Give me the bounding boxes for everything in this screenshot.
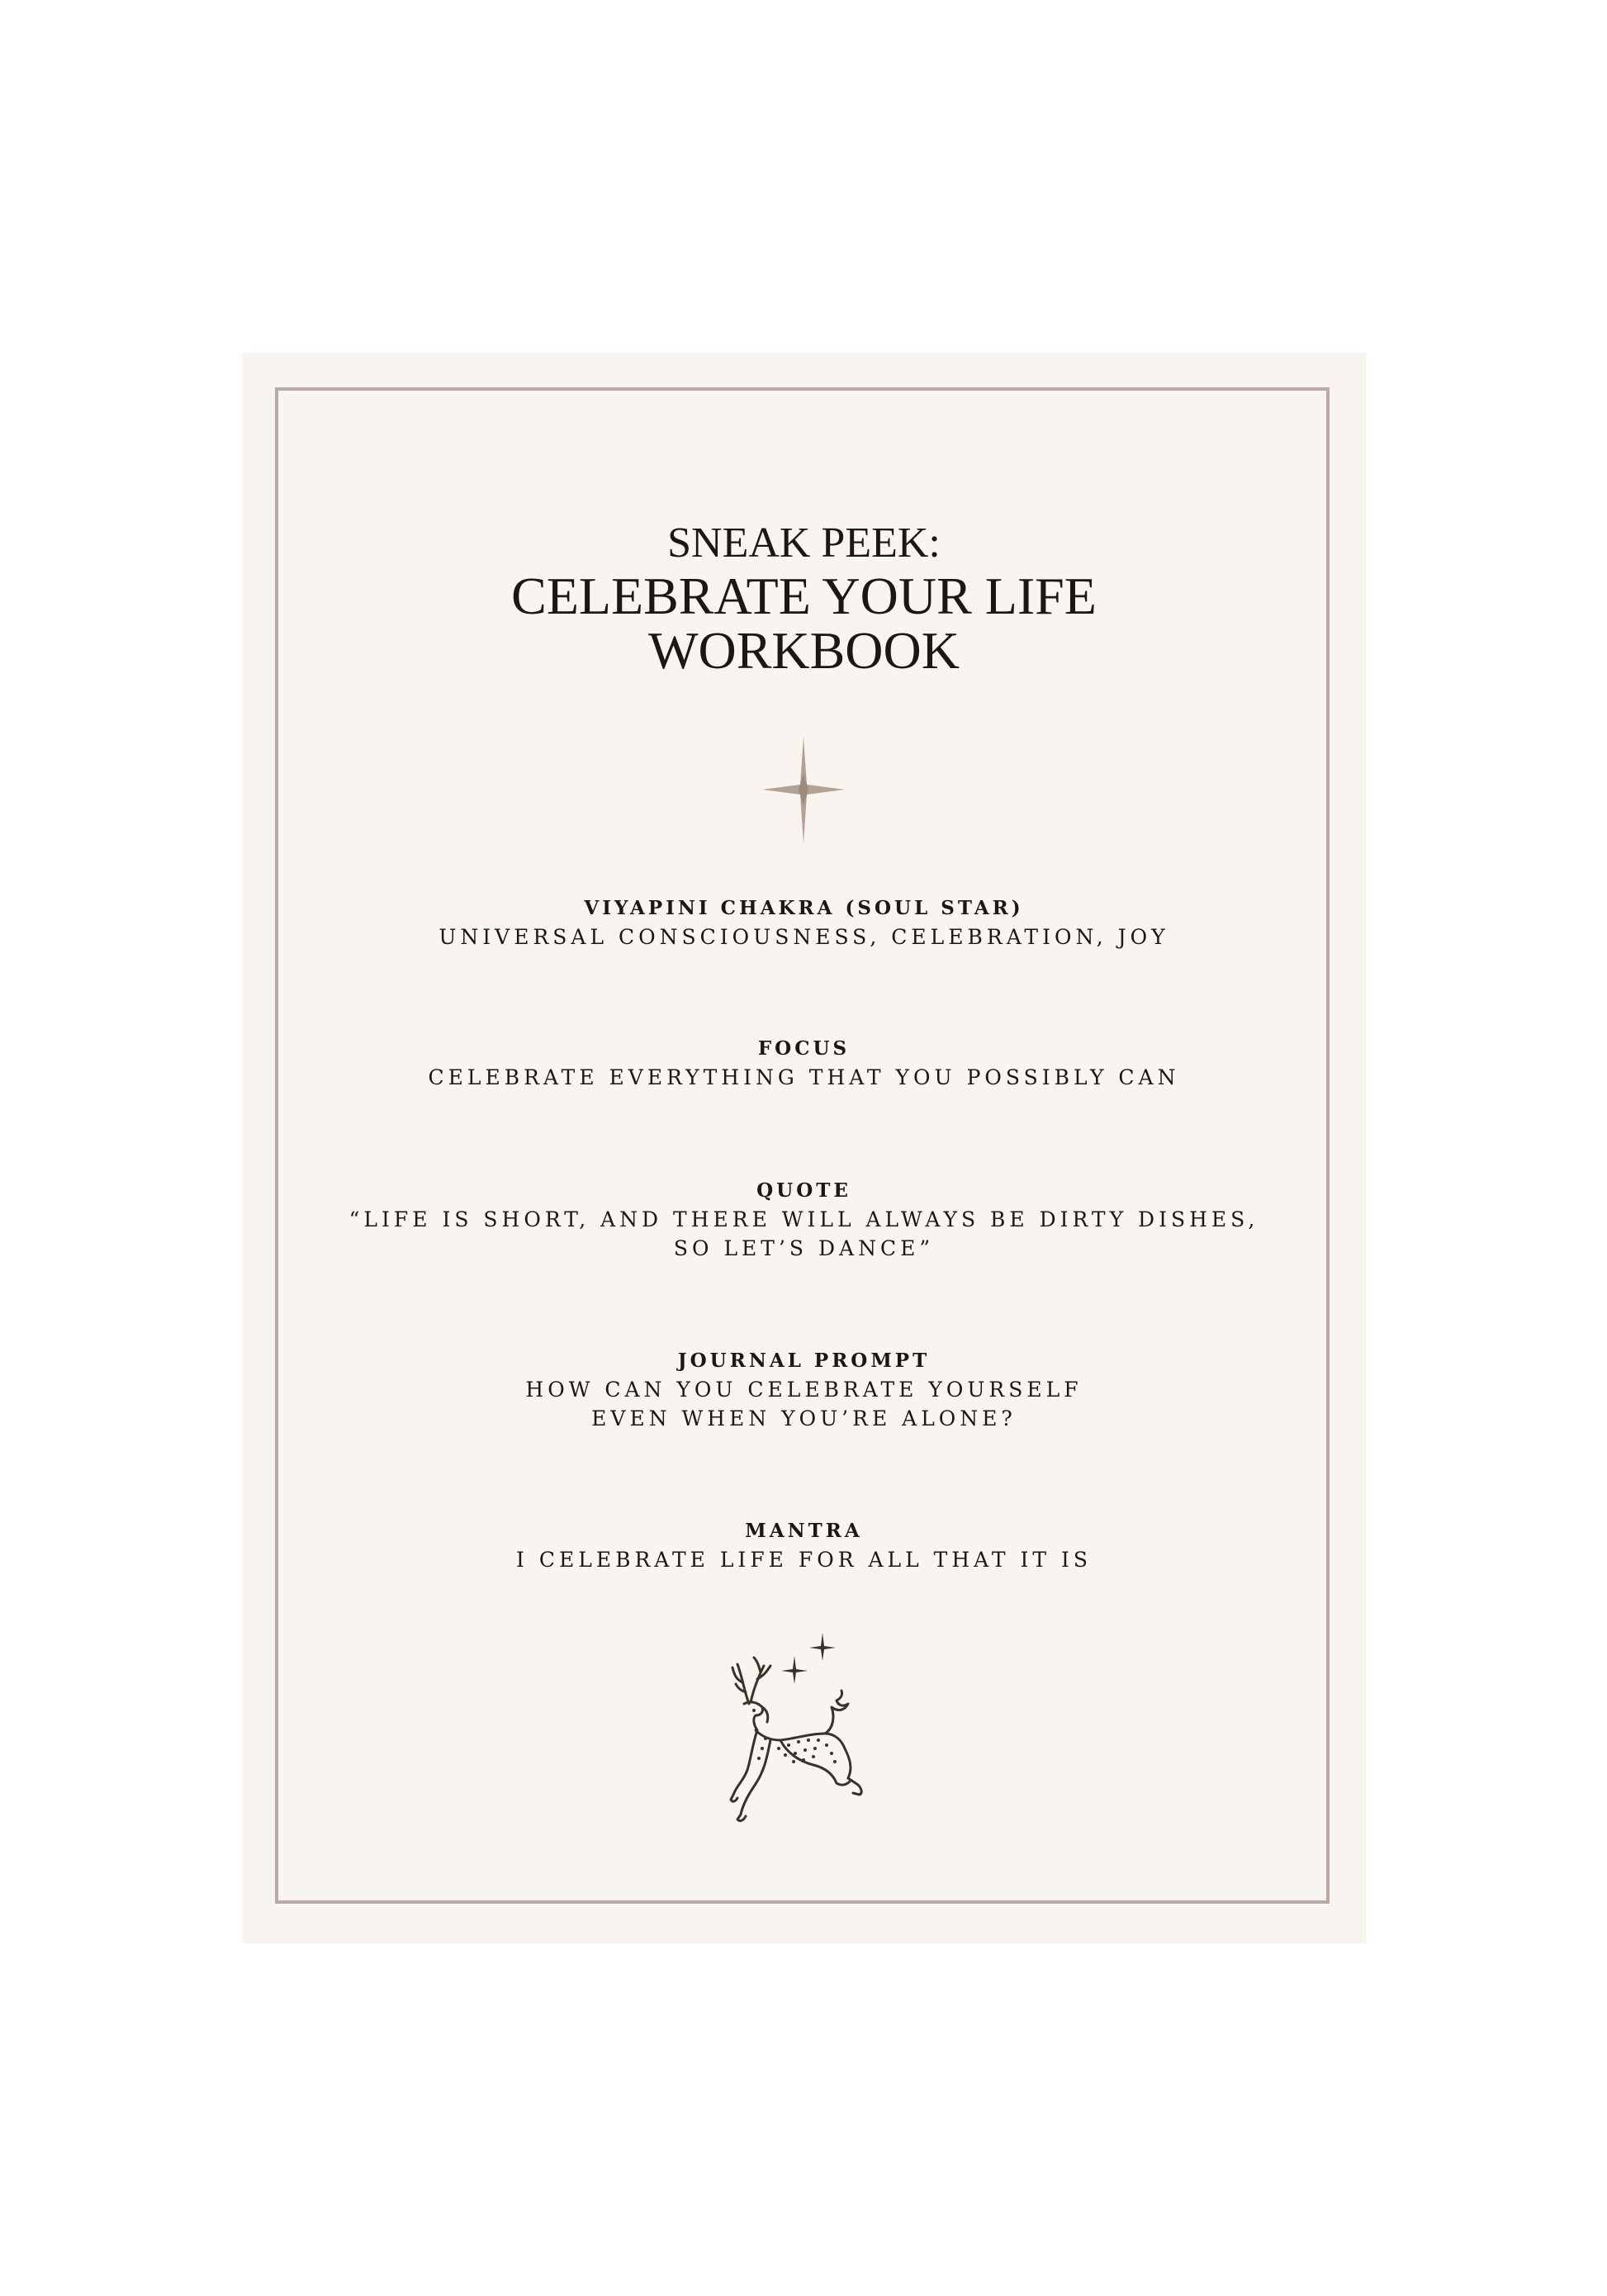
section-text: “LIFE IS SHORT, AND THERE WILL ALWAYS BE DIRTY DISHES, [348, 1207, 1259, 1231]
workbook-card [242, 353, 1366, 1943]
section-mantra [242, 1517, 1366, 1574]
section-heading: JOURNAL PROMPT [677, 1350, 931, 1372]
section-text: CELEBRATE EVERYTHING THAT YOU POSSIBLY CAN [428, 1065, 1180, 1089]
title-block [242, 518, 1366, 678]
four-point-star-icon [762, 737, 845, 844]
section-heading: FOCUS [757, 1037, 851, 1060]
section-journal-prompt [242, 1347, 1366, 1433]
section-text: HOW CAN YOU CELEBRATE YOURSELF [525, 1378, 1083, 1402]
section-text: I CELEBRATE LIFE FOR ALL THAT IT IS [516, 1548, 1092, 1572]
section-focus [242, 1035, 1366, 1092]
page-title-line-1: CELEBRATE YOUR LIFE [511, 567, 1097, 625]
section-heading: QUOTE [756, 1179, 851, 1202]
section-chakra [242, 894, 1366, 951]
section-heading: MANTRA [745, 1520, 863, 1542]
section-quote [242, 1177, 1366, 1263]
section-text: EVEN WHEN YOU’RE ALONE? [591, 1407, 1017, 1430]
page-title-line-2: WORKBOOK [648, 621, 960, 680]
section-text: SO LET’S DANCE” [673, 1236, 935, 1260]
page-subtitle: SNEAK PEEK: [667, 519, 941, 567]
section-heading: VIYAPINI CHAKRA (SOUL STAR) [584, 897, 1024, 919]
leaping-deer-with-stars-icon [729, 1625, 894, 1823]
section-text: UNIVERSAL CONSCIOUSNESS, CELEBRATION, JOY [438, 925, 1169, 949]
